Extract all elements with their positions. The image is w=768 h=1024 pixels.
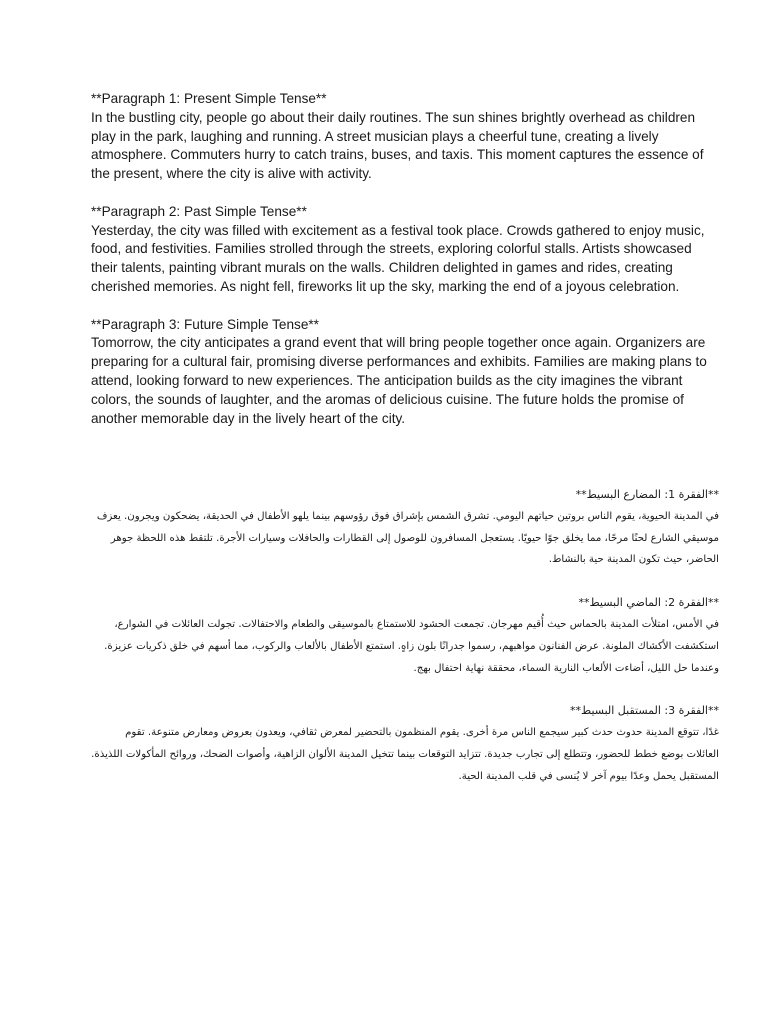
english-paragraph-1 [91,90,709,184]
arabic-paragraph-3-body: غدًا، تتوقع المدينة حدوث حدث كبير سيجمع الناس مرة أخرى. يقوم المنظمون بالتحضير لمعرض ثقافي، ويعدون بعروض ومعارض متنوعة. تقوم العائلات بوضع خطط للحضور، وتتطلع إلى تجارب جديدة. تتزايد التوقعات بينما تتخيل المدينة الألوان الزاهية، وأصوات الضحك، وروائح المأكولات اللذيذة. المستقبل يحمل وعدًا بيوم آخر لا يُنسى في قلب المدينة الحية. [91,727,719,782]
arabic-paragraph-1 [91,484,719,571]
arabic-paragraph-1-body: في المدينة الحيوية، يقوم الناس بروتين حياتهم اليومي. تشرق الشمس بإشراق فوق رؤوسهم بينما يلهو الأطفال في الحديقة، يضحكون ويجرون. يعزف موسيقي الشارع لحنًا مرحًا، مما يخلق جوًا حيويًا. يستعجل المسافرون للوصول إلى القطارات والحافلات وسيارات الأجرة. تلتقط هذه اللحظة جوهر الحاضر، حيث تكون المدينة حية بالنشاط. [96,510,719,566]
paragraph-3-heading: **Paragraph 3: Future Simple Tense** [91,316,319,332]
arabic-paragraph-1-heading: **الفقرة 1: المضارع البسيط** [575,488,719,501]
paragraph-2-heading: **Paragraph 2: Past Simple Tense** [91,203,307,219]
paragraph-3-body: Tomorrow, the city anticipates a grand event that will bring people together once again. Organizers are preparing for a cultural fair, promising diverse performances and exhibits. Families are making plans to attend, looking forward to new experiences. The anticipation builds as the city imagines the vibrant colors, the sounds of laughter, and the aromas of delicious cuisine. The future holds the promise of another memorable day in the lively heart of the city. [91,335,707,426]
arabic-paragraph-2-heading: **الفقرة 2: الماضي البسيط** [578,596,719,610]
arabic-paragraph-3 [91,700,719,787]
english-section [91,90,709,447]
english-paragraph-3 [91,316,709,429]
paragraph-2-body: Yesterday, the city was filled with excitement as a festival took place. Crowds gathered to enjoy music, food, and festivities. Families strolled through the streets, exploring colorful stalls. Artists showcased their talents, painting vibrant murals on the walls. Children delighted in games and rides, creating cherished memories. As night fell, fireworks lit up the sky, marking the end of a joyous celebration. [91,222,705,294]
arabic-paragraph-2 [91,592,719,679]
paragraph-1-body: In the bustling city, people go about their daily routines. The sun shines brightly overhead as children play in the park, laughing and running. A street musician plays a cheerful tune, creating a lively atmosphere. Commuters hurry to catch trains, buses, and taxis. This moment captures the essence of the present, where the city is alive with activity. [91,109,704,182]
arabic-paragraph-3-heading: **الفقرة 3: المستقبل البسيط** [570,704,719,718]
paragraph-1-heading: **Paragraph 1: Present Simple Tense** [91,91,327,106]
arabic-paragraph-2-body: في الأمس، امتلأت المدينة بالحماس حيث أُقيم مهرجان. تجمعت الحشود للاستمتاع بالموسيقى والطعام والاحتفالات. تجولت العائلات في الشوارع، استكشفت الأكشاك الملونة. عرض الفنانون مواهبهم، رسموا جدرانًا بلون زاهٍ. استمتع الأطفال بالألعاب والركوب، مما أسهم في خلق ذكريات عزيزة. وعندما حل الليل، أضاءت الألعاب النارية السماء، محققة نهاية احتفال بهج. [104,618,719,674]
arabic-section [91,484,719,809]
english-paragraph-2 [91,203,709,297]
